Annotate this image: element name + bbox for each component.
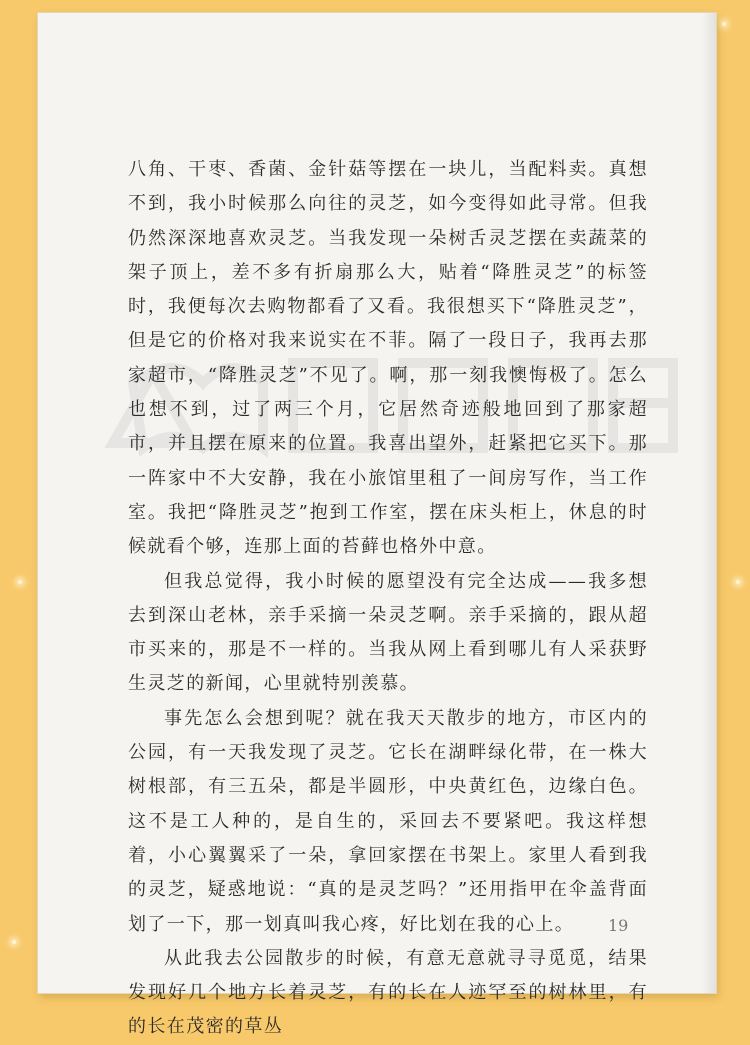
- sparkle-decoration: [722, 22, 726, 26]
- page-edge-shadow: [702, 13, 716, 993]
- paragraph: 从此我去公园散步的时候，有意无意就寻寻觅觅，结果发现好几个地方长着灵芝，有的长在人迹罕至的树林里，有的长在茂密的草丛: [128, 947, 648, 1038]
- paragraph: 事先怎么会想到呢？就在我天天散步的地方，市区内的公园，有一天我发现了灵芝。它长在湖畔绿化带，在一株大树根部，有三五朵，都是半圆形，中央黄红色，边缘白色。这不是工人种的，是自生的，采回去不要紧吧。我这样想着，小心翼翼采了一朵，拿回家摆在书架上。家里人看到我的灵芝，疑惑地说：“真的是灵芝吗？”还用指甲在伞盖背面划了一下，那一划真叫我心疼，好比划在我的心上。: [128, 707, 648, 935]
- sparkle-decoration: [736, 580, 740, 584]
- paragraph: 八角、干枣、香菌、金针菇等摆在一块儿，当配料卖。真想不到，我小时候那么向往的灵芝，如今变得如此寻常。但我仍然深深地喜欢灵芝。当我发现一朵树舌灵芝摆在卖蔬菜的架子顶上，差不多有折扇那么大，贴着“降胜灵芝”的标签时，我便每次去购物都看了又看。我很想买下“降胜灵芝”，但是它的价格对我来说实在不菲。隔了一段日子，我再去那家超市，“降胜灵芝”不见了。啊，那一刻我懊悔极了。怎么也想不到，过了两三个月，它居然奇迹般地回到了那家超市，并且摆在原来的位置。我喜出望外，赶紧把它买下。那一阵家中不大安静，我在小旅馆里租了一间房写作，当工作室。我把“降胜灵芝”抱到工作室，摆在床头柜上，休息的时候就看个够，连那上面的苔藓也格外中意。: [128, 159, 648, 558]
- paragraph: 但我总觉得，我小时候的愿望没有完全达成——我多想去到深山老林，亲手采摘一朵灵芝啊。亲手采摘的，跟从超市买来的，那是不一样的。当我从网上看到哪儿有人采获野生灵芝的新闻，心里就特别羡慕。: [128, 570, 648, 695]
- book-page: [38, 13, 716, 1038]
- body-text: [128, 153, 648, 1045]
- page-number: 19: [608, 916, 629, 935]
- sparkle-decoration: [18, 580, 22, 584]
- sparkle-decoration: [12, 940, 16, 944]
